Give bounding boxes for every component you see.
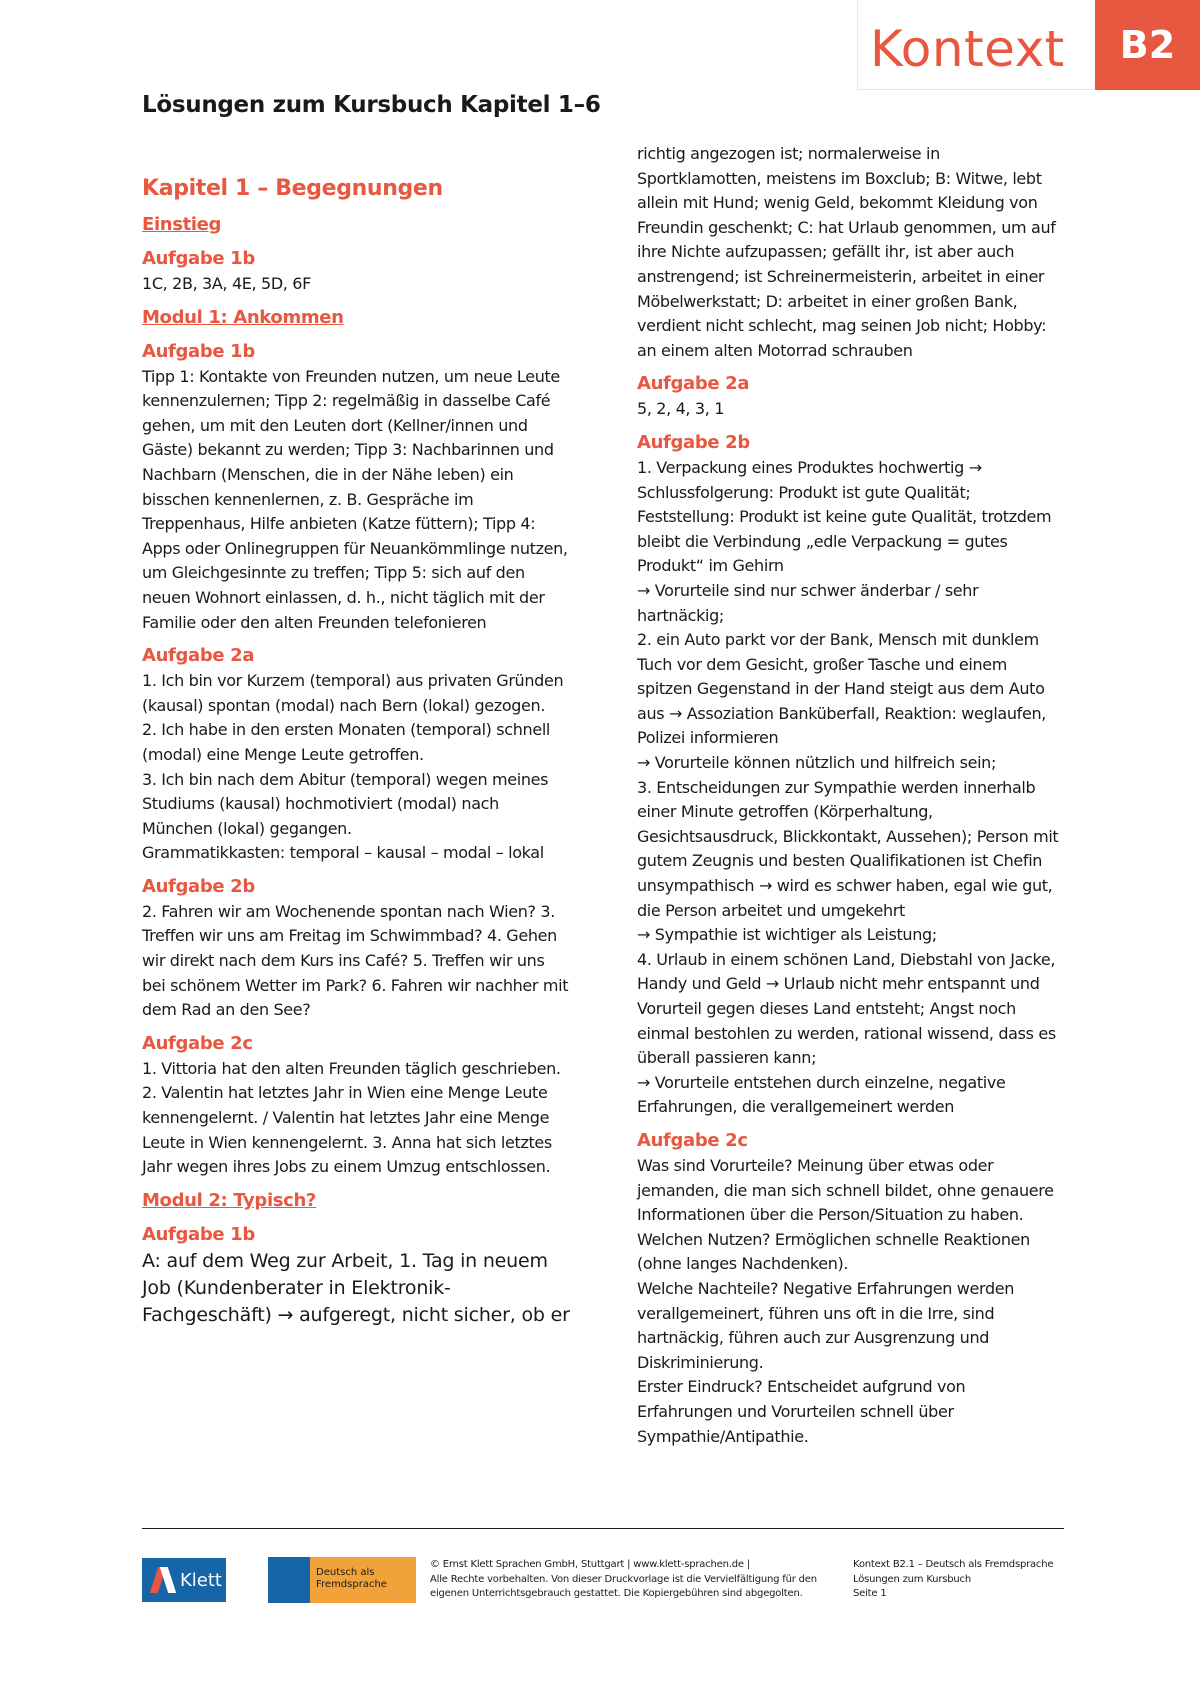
daf-logo-text: Deutsch als Fremdsprache (310, 1557, 416, 1603)
answer-line: → Sympathie ist wichtiger als Leistung; (637, 925, 937, 945)
chapter-heading: Kapitel 1 – Begegnungen (142, 176, 443, 201)
footer-line: Alle Rechte vorbehalten. Von dieser Druckvorlage ist die Vervielfältigung für den eigenen Unterrichtsgebrauch gestattet. Die Kopiergebühren sind abgegolten. (430, 1573, 817, 1599)
task-heading: Aufgabe 2c (637, 1129, 748, 1151)
footer-copyright (430, 1558, 820, 1602)
footer-line: Lösungen zum Kursbuch (853, 1573, 971, 1585)
answer-line: 1. Verpackung eines Produktes hochwertig → Schlussfolgerung: Produkt ist gute Qualität; Feststellung: Produkt ist keine gute Qualität, trotzdem bleibt die Verbindung „edle Verpackung = gutes Produkt“ im Gehirn (637, 457, 1052, 576)
answer-line: Was sind Vorurteile? Meinung über etwas oder jemanden, die man sich schnell bildet, ohne genauere Informationen über die Person/Situation zu haben. (637, 1155, 1054, 1225)
task-answer-continued: richtig angezogen ist; normalerweise in Sportklamotten, meistens im Boxclub; B: Witwe, lebt allein mit Hund; wenig Geld, bekommt Kleidung von Freundin geschenkt; C: hat Urlaub genommen, um auf ihre Nichte aufzupassen; gefällt ihr, ist aber auch anstrengend; ist Schreinermeisterin, arbeitet in einer Möbelwerkstatt; D: arbeitet in einer großen Bank, verdient nicht schlecht, mag seinen Job nicht; Hobby: an einem alten Motorrad schrauben (637, 144, 1056, 360)
level-badge: B2 (1095, 0, 1200, 90)
task-heading: Aufgabe 1b (142, 1223, 255, 1245)
task-heading: Aufgabe 2b (142, 875, 255, 897)
klett-k-icon (150, 1565, 176, 1595)
answer-line: 4. Urlaub in einem schönen Land, Diebstahl von Jacke, Handy und Geld → Urlaub nicht mehr entspannt und Vorurteil gegen dieses Land entsteht; Angst noch einmal bestohlen zu werden, rational wissend, dass es überall passieren kann; (637, 949, 1056, 1068)
task-answer: Tipp 1: Kontakte von Freunden nutzen, um neue Leute kennenzulernen; Tipp 2: regelmäßig in dasselbe Café gehen, um mit den Leuten dort (Kellner/innen und Gäste) bekannt zu werden; Tipp 3: Nachbarinnen und Nachbarn (Menschen, die in der Nähe leben) ein bisschen kennenlernen, z. B. Gespräche im Treppenhaus, Hilfe anbieten (Katze füttern); Tipp 4: Apps oder Onlinegruppen für Neuankömmlinge nutzen, um Gleichgesinnte zu treffen; Tipp 5: sich auf den neuen Wohnort einlassen, d. h., nicht täglich mit der Familie oder den alten Freunden telefonieren (142, 366, 568, 632)
task-heading: Aufgabe 2b (637, 431, 750, 453)
footer-pageinfo (853, 1558, 1068, 1602)
task-heading: Aufgabe 2a (142, 645, 255, 667)
left-column (142, 174, 572, 1337)
task-heading: Aufgabe 1b (142, 248, 255, 269)
task-heading: Aufgabe 2a (637, 373, 750, 395)
answer-line: → Vorurteile entstehen durch einzelne, negative Erfahrungen, die verallgemeinert werden (637, 1072, 1006, 1117)
task-answer (142, 669, 572, 866)
klett-logo (142, 1558, 226, 1602)
answer-line: → Vorurteile können nützlich und hilfreich sein; (637, 753, 997, 773)
task-answer (637, 456, 1062, 1120)
task-answer: A: auf dem Weg zur Arbeit, 1. Tag in neuem Job (Kundenberater in Elektronik-Fachgeschäft) → aufgeregt, nicht sicher, ob er (142, 1249, 570, 1326)
task-answer: 1. Vittoria hat den alten Freunden täglich geschrieben. 2. Valentin hat letztes Jahr in Wien eine Menge Leute kennengelernt. / Valentin hat letztes Jahr eine Menge Leute in Wien kennengelernt. 3. Anna hat sich letztes Jahr wegen ihres Jobs zu einem Umzug entschlossen. (142, 1058, 561, 1177)
task-heading: Aufgabe 1b (142, 340, 255, 362)
answer-line: Erster Eindruck? Entscheidet aufgrund von Erfahrungen und Vorurteilen schnell über Sympathie/Antipathie. (637, 1377, 966, 1446)
task-answer: 1C, 2B, 3A, 4E, 5D, 6F (142, 274, 311, 293)
answer-line: → Vorurteile sind nur schwer änderbar / sehr hartnäckig; (637, 580, 979, 625)
answer-line: 1. Ich bin vor Kurzem (temporal) aus privaten Gründen (kausal) spontan (modal) nach Bern (lokal) gezogen. (142, 671, 564, 715)
section-modul-2: Modul 2: Typisch? (142, 1189, 317, 1211)
task-answer (637, 1154, 1062, 1449)
footer-line: Kontext B2.1 – Deutsch als Fremdsprache (853, 1559, 1054, 1570)
task-answer: 5, 2, 4, 3, 1 (637, 399, 725, 419)
answer-line: 3. Entscheidungen zur Sympathie werden innerhalb einer Minute getroffen (Körperhaltung, Gesichtsausdruck, Blickkontakt, Aussehen); Person mit gutem Zeugnis und besten Qualifikationen ist Chefin unsympathisch → wird es schwer haben, egal wie gut, die Person arbeitet und umgekehrt (637, 777, 1059, 920)
daf-logo (268, 1557, 416, 1603)
footer-line: © Ernst Klett Sprachen GmbH, Stuttgart | www.klett-sprachen.de | (430, 1559, 750, 1570)
task-heading: Aufgabe 2c (142, 1032, 253, 1054)
answer-line: Grammatikkasten: temporal – kausal – modal – lokal (142, 843, 544, 863)
section-einstieg: Einstieg (142, 214, 222, 235)
answer-line: 2. ein Auto parkt vor der Bank, Mensch mit dunklem Tuch vor dem Gesicht, großer Tasche und einem spitzen Gegenstand in der Hand steigt aus dem Auto aus → Assoziation Banküberfall, Reaktion: weglaufen, Polizei informieren (637, 630, 1046, 748)
answer-line: 2. Ich habe in den ersten Monaten (temporal) schnell (modal) eine Menge Leute getroffen. (142, 720, 551, 764)
task-answer: 2. Fahren wir am Wochenende spontan nach Wien? 3. Treffen wir uns am Freitag im Schwimmbad? 4. Gehen wir direkt nach dem Kurs ins Café? 5. Treffen wir uns bei schönem Wetter im Park? 6. Fahren wir nachher mit dem Rad an den See? (142, 901, 569, 1020)
section-modul-1: Modul 1: Ankommen (142, 306, 344, 328)
answer-line: Welchen Nutzen? Ermöglichen schnelle Reaktionen (ohne langes Nachdenken). (637, 1229, 1030, 1274)
right-column (637, 142, 1062, 1457)
klett-logo-text: Klett (180, 1569, 222, 1591)
document-title: Lösungen zum Kursbuch Kapitel 1–6 (142, 92, 601, 118)
answer-line: 3. Ich bin nach dem Abitur (temporal) wegen meines Studiums (kausal) hochmotiviert (modal) nach München (lokal) gegangen. (142, 769, 549, 838)
answer-line: Welche Nachteile? Negative Erfahrungen werden verallgemeinert, führen uns oft in die Irre, sind hartnäckig, führen auch zur Ausgrenzung und Diskriminierung. (637, 1278, 1015, 1372)
footer-divider (142, 1528, 1064, 1529)
page-number: Seite 1 (853, 1588, 887, 1599)
brand-logo-text: Kontext (870, 20, 1065, 78)
daf-logo-block (268, 1557, 310, 1603)
